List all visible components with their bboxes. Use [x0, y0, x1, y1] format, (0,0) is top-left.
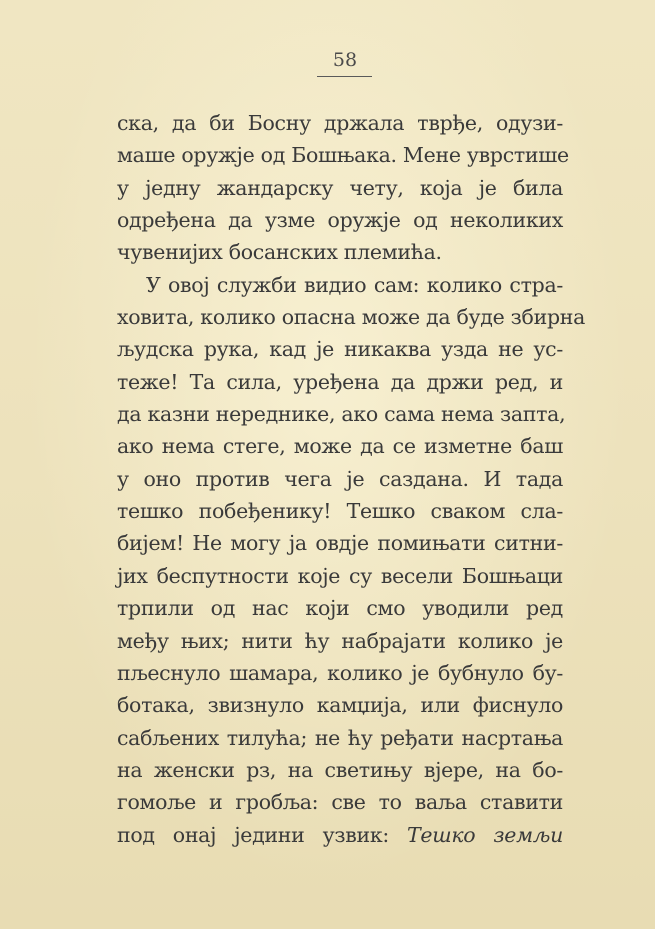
text-line: ска, да би Босну држала тврђе, одузи- [117, 111, 563, 135]
text-line: да казни нереднике, ако сама нема запта, [117, 402, 566, 427]
text-line: у једну жандарску чету, која је била [117, 175, 563, 200]
text-line: бијем! Не могу ја овдје помињати ситни- [117, 531, 563, 556]
body-text [117, 107, 586, 851]
page-number-rule [317, 76, 372, 77]
text-line: међу њих; нити ћу набрајати колико је [117, 628, 563, 653]
text-line: на женски рз, на светињу вјере, на бо- [117, 757, 563, 782]
text-line: одређена да узме оружје од неколиких [117, 208, 563, 233]
text-line: јих беспутности које су весели Бошњаци [117, 563, 563, 588]
text-line: у оно против чега је саздана. И тада [117, 466, 563, 491]
page-number: 58 [332, 49, 358, 71]
text-line: тешко побеђенику! Тешко сваком сла- [117, 499, 563, 524]
text-line: трпили од нас који смо уводили ред [117, 596, 563, 621]
text-line: теже! Та сила, уређена да држи ред, и [117, 369, 563, 394]
text-line: ховита, колико опасна може да буде збирна [117, 305, 586, 330]
text-line: ботака, звизнуло камџија, или фиснуло [117, 693, 563, 718]
text-line: маше оружје од Бошњака. Мене уврстише [117, 143, 569, 168]
text-line: сабљених тилућа; не ћу ређати насртања [117, 725, 563, 750]
text-line: ако нема стеге, може да се изметне баш [117, 434, 563, 459]
final-text-line [117, 819, 563, 851]
text-line: чувенијих босанских племића. [117, 240, 442, 265]
final-line-text: под онај једини узвик: [117, 822, 389, 847]
paragraph-start-line: У овој служби видио сам: колико стра- [146, 272, 563, 297]
text-line: гомоље и гробља: све то ваља ставити [117, 790, 563, 815]
text-line: пљеснуло шамара, колико је бубнуло бу- [117, 660, 563, 685]
text-line: људска рука, кад је никаква узда не ус- [117, 337, 563, 362]
italic-phrase: Тешко земљи [407, 822, 564, 847]
